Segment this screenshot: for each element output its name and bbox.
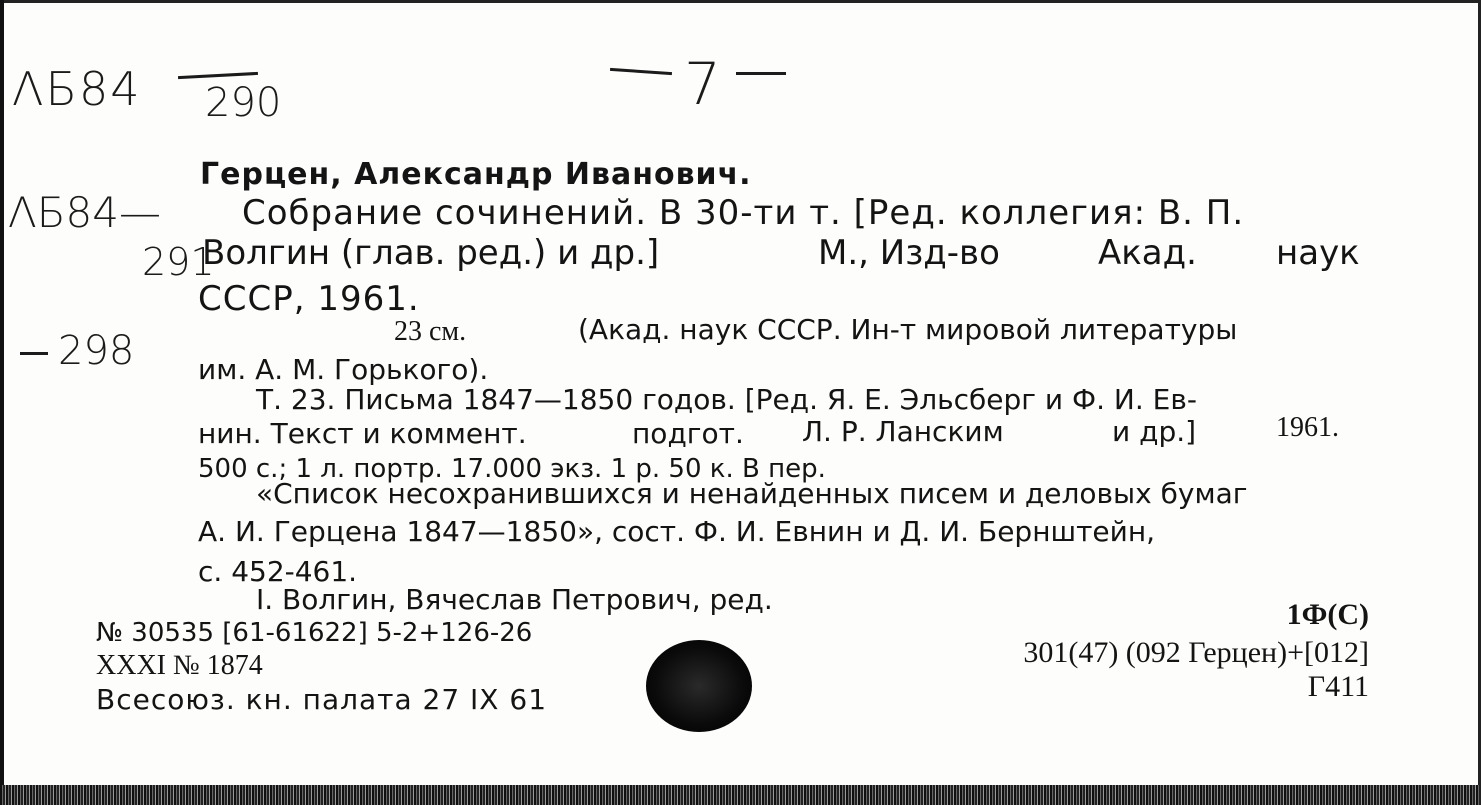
author-mark: Г411: [1307, 670, 1369, 703]
classification-code: 1Ф(С): [1286, 598, 1369, 631]
series-number: XXXI № 1874: [96, 650, 263, 681]
series-line-2: им. А. М. Горького).: [198, 353, 489, 386]
title-line-2b: М., Изд-во: [818, 233, 1000, 273]
volume-line-2e: 1961.: [1276, 412, 1339, 443]
volume-line-3: 500 с.; 1 л. портр. 17.000 экз. 1 р. 50 к. В пер.: [198, 454, 826, 484]
volume-line-1: Т. 23. Письма 1847—1850 годов. [Ред. Я. Е. Эльсберг и Ф. И. Ев-: [256, 383, 1197, 416]
card-number-line: № 30535 [61-61622] 5-2+126-26: [96, 618, 533, 648]
note-line-3: с. 452-461.: [198, 555, 358, 588]
note-line-1: «Список несохранившихся и ненайденных писем и деловых бумаг: [256, 477, 1248, 510]
card-top-edge: [0, 0, 1481, 3]
title-line-3: СССР, 1961.: [198, 279, 420, 319]
handwritten-shelfmark-side-suffix: 291: [142, 240, 215, 284]
added-entry: I. Волгин, Вячеслав Петрович, ред.: [256, 583, 773, 616]
physical-size: 23 см.: [394, 316, 467, 347]
handwritten-shelfmark-side: ΛБ84—: [8, 188, 161, 237]
book-chamber: Всесоюз. кн. палата 27 IX 61: [96, 683, 548, 716]
handwritten-shelfmark-top-suffix: 290: [205, 80, 282, 126]
volume-line-2b: подгот.: [632, 417, 744, 450]
note-line-2: А. И. Герцена 1847—1850», сост. Ф. И. Евнин и Д. И. Бернштейн,: [198, 515, 1156, 548]
title-line-2a: Волгин (глав. ред.) и др.]: [202, 233, 660, 273]
volume-line-2a: нин. Текст и коммент.: [198, 417, 527, 450]
title-line-2c: Акад.: [1098, 233, 1197, 273]
handwritten-shelfmark-top: ΛБ84: [12, 62, 142, 116]
handwritten-shelfmark-extra: 298: [58, 328, 135, 374]
author-heading: Герцен, Александр Иванович.: [200, 157, 752, 192]
series-line-1: (Акад. наук СССР. Ин-т мировой литературы: [578, 313, 1238, 346]
handwritten-page-number: 7: [684, 50, 721, 118]
punch-hole: [646, 640, 752, 732]
volume-line-2d: и др.]: [1112, 415, 1197, 448]
page-number-dash-right: [736, 72, 786, 75]
shelfmark-extra-dash: [20, 352, 48, 355]
page-number-dash-left: [610, 68, 672, 75]
scan-noise-strip: [0, 785, 1481, 805]
card-left-edge: [0, 0, 4, 805]
volume-line-2c: Л. Р. Ланским: [802, 415, 1004, 448]
udc-code: 301(47) (092 Герцен)+[012]: [1023, 636, 1369, 669]
title-line-2d: наук: [1276, 233, 1360, 273]
shelfmark-top-dash: [178, 72, 258, 79]
title-line-1: Собрание сочинений. В 30-ти т. [Ред. коллегия: В. П.: [242, 193, 1245, 233]
